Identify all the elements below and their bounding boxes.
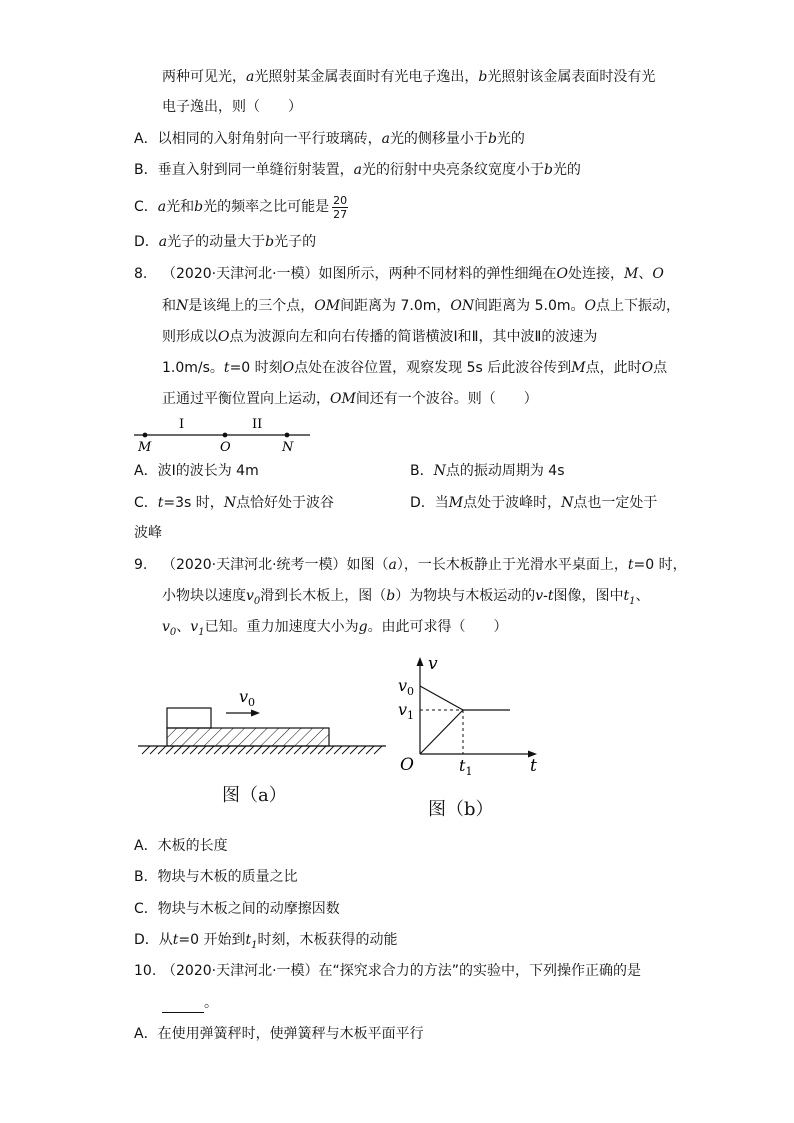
var-N: N bbox=[223, 495, 237, 511]
var-a: a bbox=[157, 199, 167, 215]
q9-stem-line1 bbox=[162, 555, 687, 575]
var-ON: ON bbox=[450, 298, 475, 314]
q8-stem-line1 bbox=[162, 264, 664, 284]
q9-option-c[interactable]: C．物块与木板之间的动摩擦因数 bbox=[134, 901, 340, 917]
point-O-dot bbox=[223, 433, 228, 438]
long-board bbox=[167, 728, 329, 746]
var-O: O bbox=[584, 298, 596, 314]
text: 点也一定处于 bbox=[573, 495, 658, 511]
figure-a-caption: 图（a） bbox=[222, 785, 287, 806]
small-block bbox=[167, 708, 211, 728]
subscript: 1 bbox=[198, 626, 205, 638]
text: C． bbox=[134, 495, 158, 511]
var-t: t bbox=[623, 588, 630, 604]
text: B． bbox=[410, 463, 434, 479]
q7-option-c[interactable] bbox=[134, 193, 348, 221]
var-v: v bbox=[246, 588, 254, 604]
figure-a-block-board bbox=[134, 680, 390, 764]
text: 1.0m/s。 bbox=[162, 360, 224, 376]
var-t: t bbox=[627, 557, 634, 573]
text: 、 bbox=[638, 266, 653, 282]
var-O: O bbox=[218, 329, 230, 345]
origin-label: O bbox=[400, 755, 414, 775]
subscript: 0 bbox=[253, 595, 261, 607]
rope-diagram bbox=[132, 414, 314, 454]
text: D．从 bbox=[134, 932, 173, 948]
var-O: O bbox=[652, 266, 664, 282]
velocity-arrow-head bbox=[251, 710, 260, 717]
text: =0 开始到 bbox=[178, 932, 246, 948]
text: 光照射该金属表面时没有光 bbox=[487, 69, 656, 85]
q10-option-a[interactable]: A．在使用弹簧秤时，使弹簧秤与木板平面平行 bbox=[134, 1026, 424, 1042]
var-M: M bbox=[448, 495, 464, 511]
text: C． bbox=[134, 199, 158, 215]
q9-option-d[interactable] bbox=[134, 930, 398, 956]
text: 光的频率之比可能是 bbox=[203, 199, 330, 215]
q9-stem-line3 bbox=[162, 617, 508, 643]
q10-stem-line1 bbox=[162, 961, 641, 981]
q8-stem-line4 bbox=[162, 358, 667, 378]
board-velocity-line bbox=[420, 710, 463, 754]
question-source: （2020·天津河北·一模） bbox=[162, 963, 319, 979]
v-axis-arrow bbox=[417, 657, 424, 666]
fraction-numerator: 20 bbox=[333, 193, 348, 207]
text: ），一长木板静止于光滑水平桌面上， bbox=[396, 557, 628, 573]
t-axis-label: t bbox=[530, 756, 537, 776]
v0-label: $v_0$ bbox=[239, 687, 256, 709]
var-OM: OM bbox=[314, 298, 341, 314]
t1-tick-label: $t_1$ bbox=[459, 756, 473, 778]
var-N: N bbox=[561, 495, 574, 511]
var-v: v bbox=[162, 619, 170, 635]
text: =0 时， bbox=[633, 557, 687, 573]
q8-option-d-continued: 波峰 bbox=[134, 525, 162, 541]
text: 光照射某金属表面时有光电子逸出， bbox=[254, 69, 479, 85]
var-t: t bbox=[157, 495, 164, 511]
text: 正通过平衡位置向上运动， bbox=[162, 391, 330, 407]
text: 时刻，木板获得的动能 bbox=[257, 932, 398, 948]
var-t: t bbox=[172, 932, 179, 948]
text: =3s 时， bbox=[163, 495, 224, 511]
text: 两种可见光， bbox=[162, 69, 246, 85]
text: ）为物块与木板运动的 bbox=[395, 588, 536, 604]
ground-hatch bbox=[142, 746, 382, 754]
text: 和 bbox=[162, 298, 176, 314]
var-a: a bbox=[381, 131, 390, 147]
text: 是该绳上的三个点， bbox=[188, 298, 315, 314]
v1-tick-label: $v_1$ bbox=[398, 700, 415, 722]
q8-number: 8. bbox=[134, 266, 148, 282]
text: 已知。重力加速度大小为 bbox=[204, 619, 359, 635]
var-a: a bbox=[158, 234, 168, 250]
text: 如图（ bbox=[346, 557, 389, 573]
var-g: g bbox=[358, 619, 368, 635]
var-N: N bbox=[176, 298, 189, 314]
text: 光子的 bbox=[274, 234, 317, 250]
q8-option-b[interactable] bbox=[410, 461, 565, 481]
q7-stem-line1 bbox=[162, 67, 655, 87]
text: 光子的动量大于 bbox=[167, 234, 266, 250]
text: 。 bbox=[204, 995, 218, 1011]
var-b: b bbox=[265, 234, 275, 250]
q9-option-b[interactable]: B．物块与木板的质量之比 bbox=[134, 869, 298, 885]
q8-stem-line2 bbox=[162, 296, 680, 316]
var-b: b bbox=[194, 199, 204, 215]
point-N-label: N bbox=[282, 440, 294, 454]
text: 则形成以 bbox=[162, 329, 218, 345]
text: 间距离为 7.0m， bbox=[340, 298, 451, 314]
text: 、 bbox=[635, 588, 650, 604]
q8-stem-line3 bbox=[162, 327, 597, 347]
text: 。由此可求得（ ） bbox=[367, 619, 508, 635]
var-OM: OM bbox=[330, 391, 356, 407]
text: B．垂直入射到同一单缝衍射装置， bbox=[134, 162, 354, 178]
text: 间还有一个波谷。则（ ） bbox=[355, 391, 538, 407]
point-O-label: O bbox=[220, 440, 231, 454]
q8-option-d[interactable] bbox=[410, 493, 657, 513]
text: 点 bbox=[653, 360, 668, 376]
block-velocity-line bbox=[420, 686, 463, 710]
wave-II-label: II bbox=[252, 417, 263, 432]
q8-stem-line5 bbox=[162, 389, 538, 409]
question-source: （2020·天津河北·一模） bbox=[162, 266, 319, 282]
q7-stem-line2: 电子逸出，则（ ） bbox=[162, 99, 302, 115]
text: 小物块以速度 bbox=[162, 588, 246, 604]
text: =0 时刻 bbox=[229, 360, 283, 376]
q8-option-c[interactable] bbox=[134, 493, 334, 513]
text: 点，此时 bbox=[585, 360, 642, 376]
text: 光的侧移量小于 bbox=[389, 131, 488, 147]
text: 光的 bbox=[496, 131, 525, 147]
text: 、 bbox=[176, 619, 191, 635]
var-M: M bbox=[571, 360, 586, 376]
var-a: a bbox=[246, 69, 255, 85]
wave-I-label: I bbox=[179, 417, 185, 432]
var-a: a bbox=[388, 557, 397, 573]
point-N-dot bbox=[285, 433, 290, 438]
subscript: 1 bbox=[251, 939, 258, 951]
figure-b-caption: 图（b） bbox=[428, 799, 494, 820]
fraction-denominator: 27 bbox=[333, 207, 348, 221]
point-M-dot bbox=[143, 433, 148, 438]
q9-stem-line2 bbox=[162, 586, 650, 612]
var-M: M bbox=[624, 266, 639, 282]
q7-option-a[interactable] bbox=[134, 129, 525, 149]
text: 点上下振动， bbox=[596, 298, 680, 314]
q8-option-a[interactable]: A．波Ⅰ的波长为 4m bbox=[134, 463, 259, 479]
var-O: O bbox=[556, 266, 569, 282]
text: 光和 bbox=[166, 199, 195, 215]
q9-number: 9. bbox=[134, 557, 148, 573]
text: 图像，图中 bbox=[553, 588, 624, 604]
var-a: a bbox=[353, 162, 362, 178]
var-b: b bbox=[478, 69, 488, 85]
q7-option-d[interactable] bbox=[134, 232, 316, 252]
text: 光的 bbox=[552, 162, 581, 178]
v-axis-label: v bbox=[428, 654, 438, 674]
v0-tick-label: $v_0$ bbox=[398, 676, 415, 698]
figure-b-vt-graph bbox=[390, 650, 550, 780]
var-O: O bbox=[641, 360, 654, 376]
text: 点处于波峰时， bbox=[463, 495, 562, 511]
var-N: N bbox=[433, 463, 446, 479]
fraction bbox=[332, 194, 348, 221]
text: 滑到长木板上，图（ bbox=[260, 588, 387, 604]
var-b: b bbox=[487, 131, 497, 147]
text: 在“探究求合力的方法”的实验中，下列操作正确的是 bbox=[318, 963, 642, 979]
q10-stem-line2 bbox=[162, 993, 218, 1013]
text: 点恰好处于波谷 bbox=[236, 495, 335, 511]
text: D． bbox=[134, 234, 159, 250]
var-t: t bbox=[245, 932, 252, 948]
var-vt: v-t bbox=[535, 588, 554, 604]
subscript: 1 bbox=[629, 595, 636, 607]
text: 光的衍射中央亮条纹宽度小于 bbox=[361, 162, 544, 178]
text: 点为波源向左和向右传播的简谐横波Ⅰ和Ⅱ，其中波Ⅱ的波速为 bbox=[229, 329, 598, 345]
q7-option-b[interactable] bbox=[134, 160, 581, 180]
text: D．当 bbox=[410, 495, 449, 511]
point-M-label: M bbox=[138, 440, 152, 454]
answer-blank[interactable] bbox=[162, 998, 204, 1013]
var-b: b bbox=[543, 162, 553, 178]
var-b: b bbox=[386, 588, 396, 604]
text: 处连接， bbox=[568, 266, 625, 282]
text: 间距离为 5.0m。 bbox=[474, 298, 585, 314]
text: 如图所示，两种不同材料的弹性细绳在 bbox=[318, 266, 557, 282]
text: 点处在波谷位置，观察发现 5s 后此波谷传到 bbox=[294, 360, 572, 376]
question-source: （2020·天津河北·统考一模） bbox=[162, 557, 347, 573]
var-O: O bbox=[282, 360, 295, 376]
text: A．以相同的入射角射向一平行玻璃砖， bbox=[134, 131, 382, 147]
var-v: v bbox=[190, 619, 199, 635]
text: 点的振动周期为 4s bbox=[445, 463, 565, 479]
q9-option-a[interactable]: A．木板的长度 bbox=[134, 838, 228, 854]
subscript: 0 bbox=[169, 626, 177, 638]
var-t: t bbox=[223, 360, 230, 376]
q10-number: 10. bbox=[134, 963, 157, 979]
